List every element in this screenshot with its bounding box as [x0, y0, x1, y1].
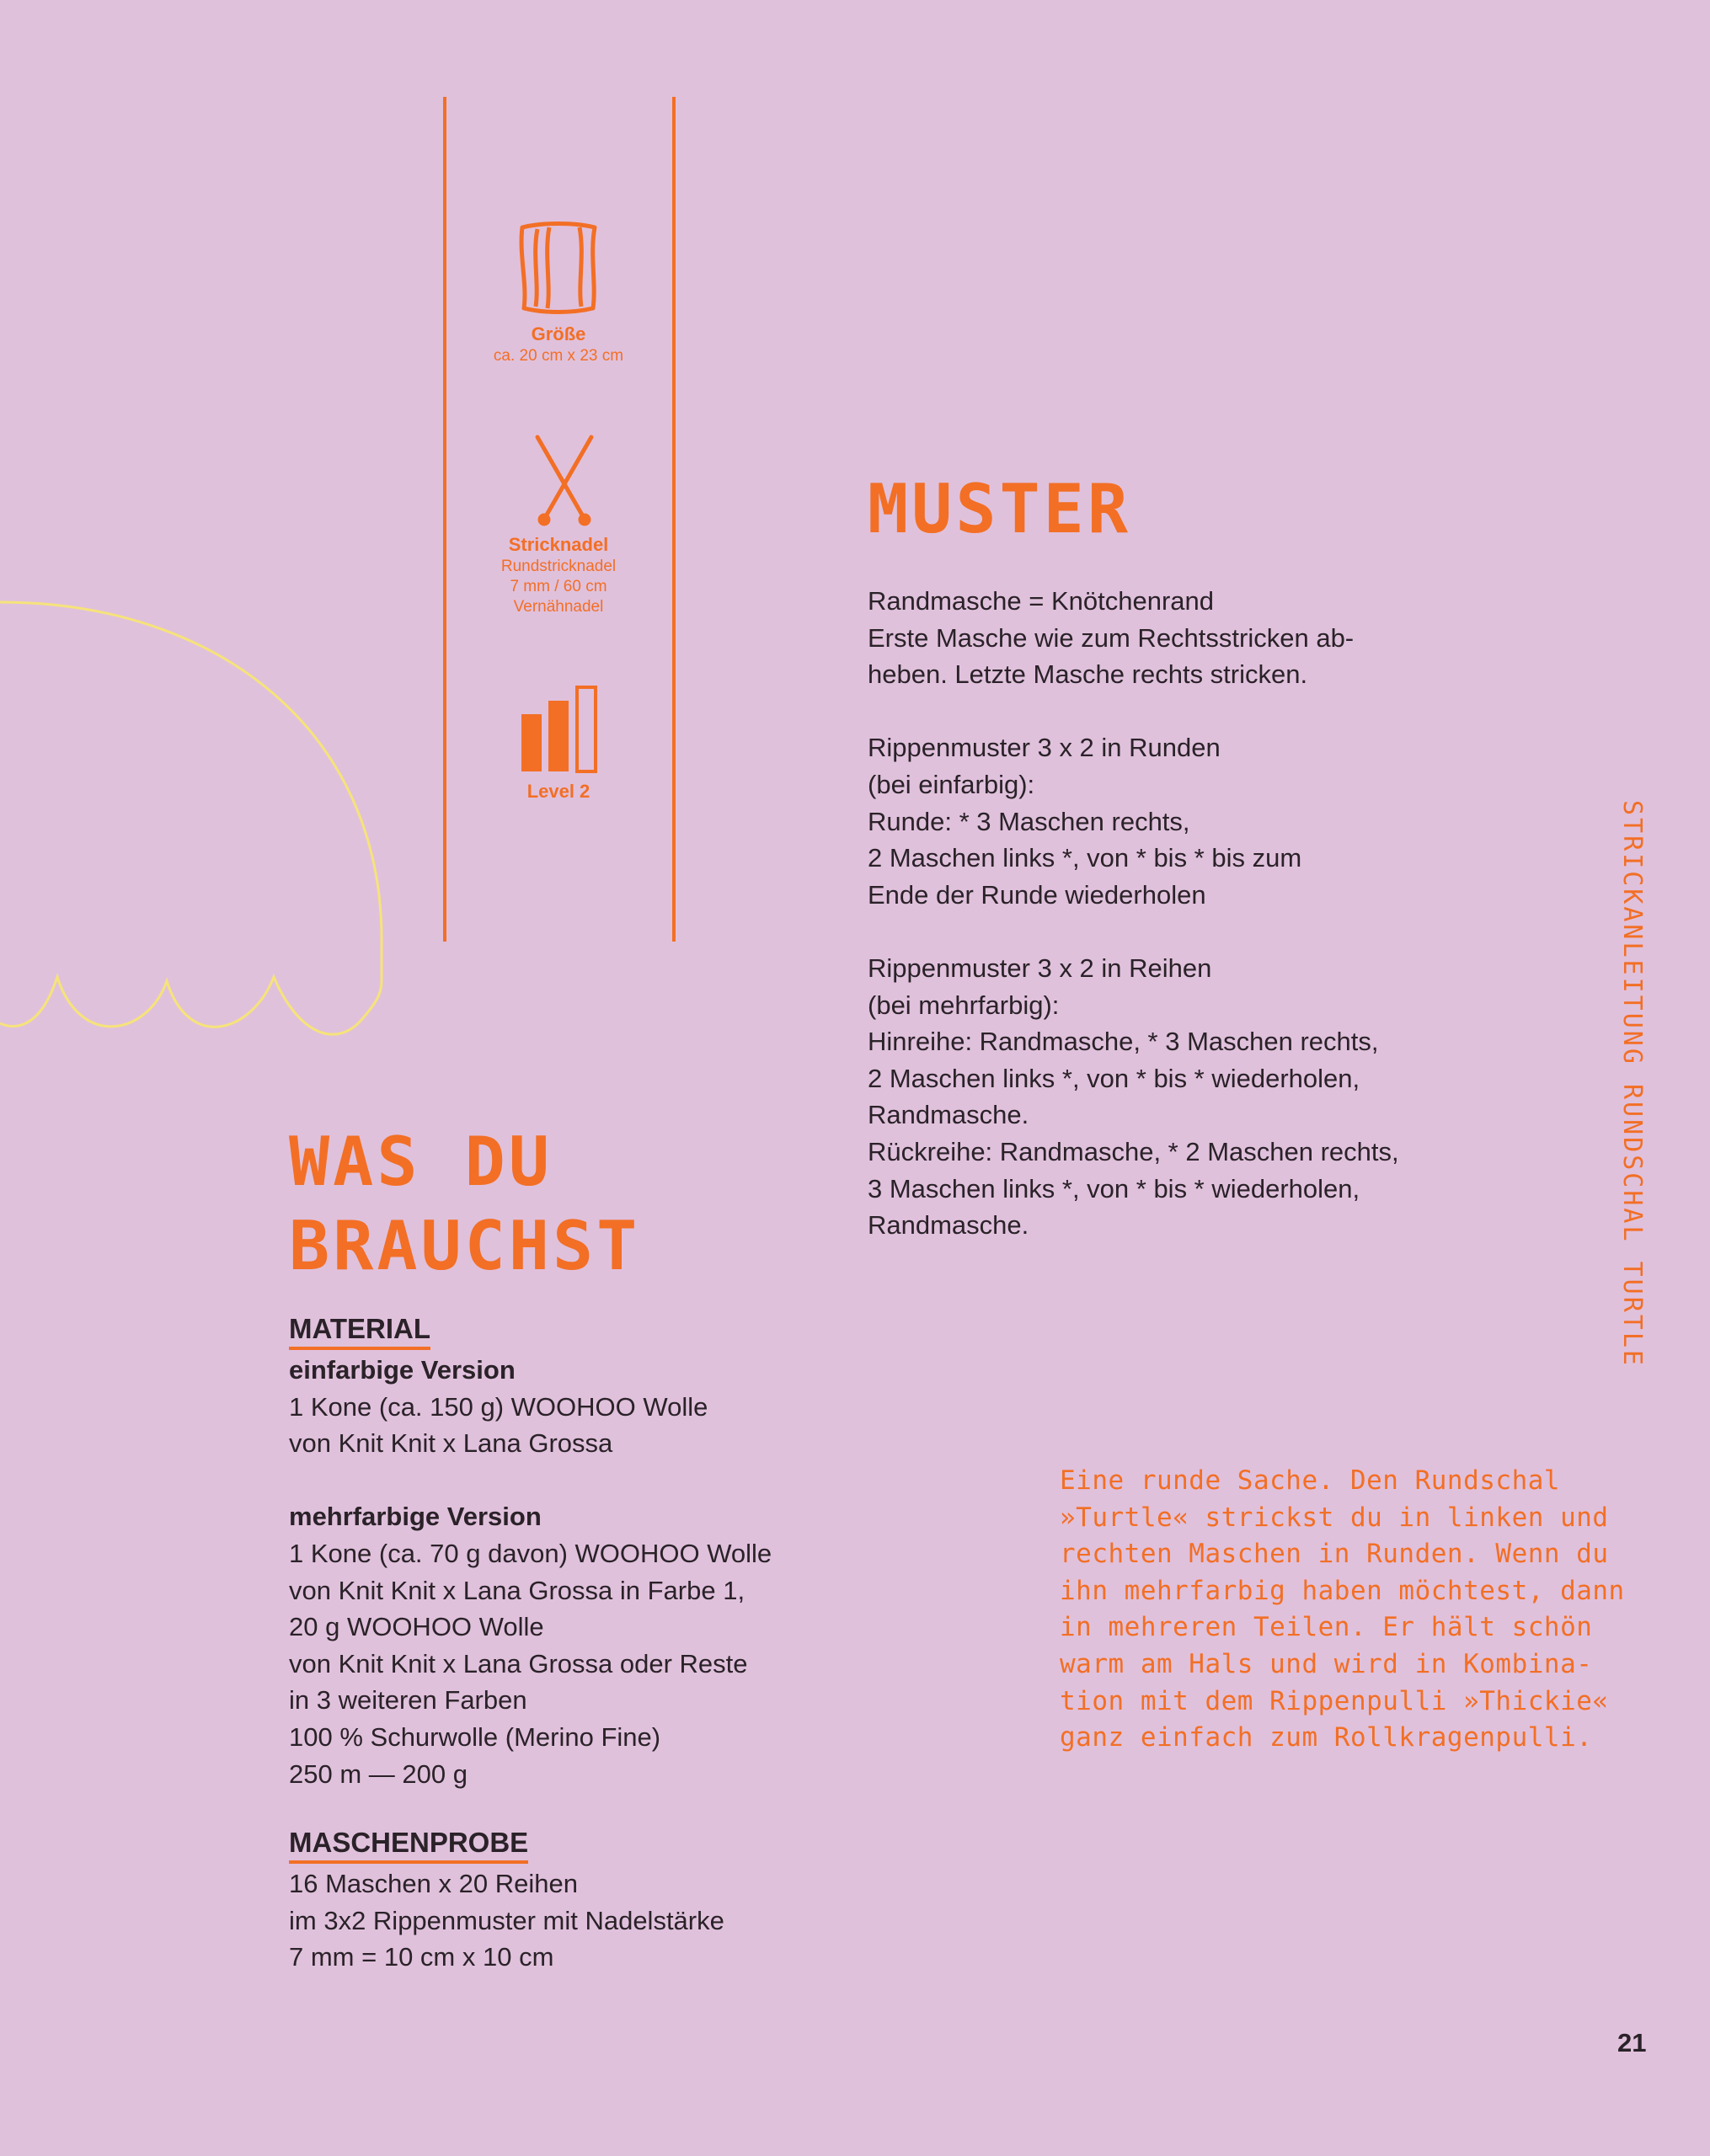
muster-line: Randmasche = Knötchenrand [868, 586, 1215, 616]
muster-line: 2 Maschen links *, von * bis * wiederholen, [868, 1063, 1360, 1093]
muster-line: Rückreihe: Randmasche, * 2 Maschen rechts, [868, 1136, 1399, 1166]
level-bar [521, 714, 542, 771]
heading-line: BRAUCHST [289, 1207, 641, 1285]
muster-line: Ende der Runde wiederholen [868, 879, 1206, 910]
needle-line: Rundstricknadel [500, 558, 617, 575]
intro-line: ihn mehrfarbig haben möchtest, dann [1060, 1575, 1625, 1606]
single-version-subtitle: einfarbige Version [289, 1355, 516, 1385]
needle-line: 7 mm / 60 cm [510, 578, 607, 595]
maschenprobe-section [289, 1826, 828, 1976]
muster-line: Rippenmuster 3 x 2 in Reihen [868, 953, 1212, 983]
material-line: 100 % Schurwolle (Merino Fine) [289, 1721, 661, 1752]
muster-paragraph [868, 583, 1474, 693]
intro-line: ganz einfach zum Rollkragenpulli. [1060, 1722, 1593, 1753]
muster-line: 2 Maschen links *, von * bis * bis zum [868, 843, 1302, 873]
level-title: Level 2 [526, 781, 590, 802]
running-title: STRICKANLEITUNG RUNDSCHAL TURTLE [1617, 800, 1647, 1368]
intro-text [1060, 1463, 1633, 1757]
knitting-needles-icon [532, 434, 596, 528]
intro-line: »Turtle« strickst du in linken und [1060, 1502, 1609, 1533]
level-bars-icon [518, 684, 601, 775]
multi-version-subtitle: mehrfarbige Version [289, 1502, 542, 1532]
material-line: 1 Kone (ca. 150 g) WOOHOO Wolle [289, 1391, 708, 1422]
material-title: MATERIAL [289, 1312, 430, 1350]
material-line: 1 Kone (ca. 70 g davon) WOOHOO Wolle [289, 1538, 772, 1568]
muster-line: heben. Letzte Masche rechts stricken. [868, 659, 1308, 690]
sidebar-left-rule [443, 97, 446, 942]
material-line: 20 g WOOHOO Wolle [289, 1612, 544, 1642]
scarf-icon [517, 221, 600, 315]
page-number: 21 [1617, 2028, 1647, 2057]
muster-line: Rippenmuster 3 x 2 in Runden [868, 733, 1221, 763]
material-line: von Knit Knit x Lana Grossa [289, 1428, 613, 1459]
muster-line: Randmasche. [868, 1210, 1029, 1241]
intro-line: in mehreren Teilen. Er hält schön [1060, 1612, 1593, 1643]
needle-info [449, 533, 668, 617]
needle-title: Stricknadel [508, 534, 609, 555]
maschenprobe-line: 16 Maschen x 20 Reihen [289, 1869, 578, 1898]
level-bar [548, 701, 569, 771]
size-value: ca. 20 cm x 23 cm [493, 347, 624, 365]
muster-paragraph [868, 729, 1474, 913]
muster-line: (bei einfarbig): [868, 769, 1035, 799]
muster-line: 3 Maschen links *, von * bis * wiederholen, [868, 1173, 1360, 1203]
intro-line: Eine runde Sache. Den Rundschal [1060, 1465, 1561, 1496]
arch-outline-decoration [0, 581, 396, 1053]
muster-body [868, 583, 1474, 1244]
muster-line: Erste Masche wie zum Rechtsstricken ab- [868, 622, 1355, 653]
intro-line: tion mit dem Rippenpulli »Thickie« [1060, 1685, 1609, 1716]
material-line: 250 m — 200 g [289, 1758, 468, 1789]
maschenprobe-line: 7 mm = 10 cm x 10 cm [289, 1942, 554, 1972]
sidebar-right-rule [672, 97, 676, 942]
maschenprobe-title: MASCHENPROBE [289, 1826, 528, 1864]
material-line: von Knit Knit x Lana Grossa in Farbe 1, [289, 1575, 745, 1605]
intro-line: rechten Maschen in Runden. Wenn du [1060, 1539, 1609, 1570]
muster-line: Randmasche. [868, 1100, 1029, 1130]
needle-line: Vernähnadel [513, 598, 604, 616]
was-du-brauchst-heading [289, 1120, 640, 1289]
material-line: von Knit Knit x Lana Grossa oder Reste [289, 1648, 748, 1678]
muster-line: Runde: * 3 Maschen rechts, [868, 806, 1190, 836]
material-section [289, 1312, 828, 1792]
intro-line: warm am Hals und wird in Kombina- [1060, 1648, 1593, 1679]
size-info [449, 323, 668, 366]
muster-line: Hinreihe: Randmasche, * 3 Maschen rechts, [868, 1027, 1379, 1057]
level-bar [577, 687, 596, 771]
material-line: in 3 weiteren Farben [289, 1685, 527, 1716]
size-title: Größe [531, 323, 586, 344]
muster-paragraph [868, 950, 1474, 1244]
muster-line: (bei mehrfarbig): [868, 990, 1060, 1020]
muster-heading: MUSTER [868, 470, 1131, 548]
level-info [449, 780, 668, 803]
heading-line: WAS DU [289, 1123, 553, 1201]
maschenprobe-line: im 3x2 Rippenmuster mit Nadelstärke [289, 1905, 724, 1935]
